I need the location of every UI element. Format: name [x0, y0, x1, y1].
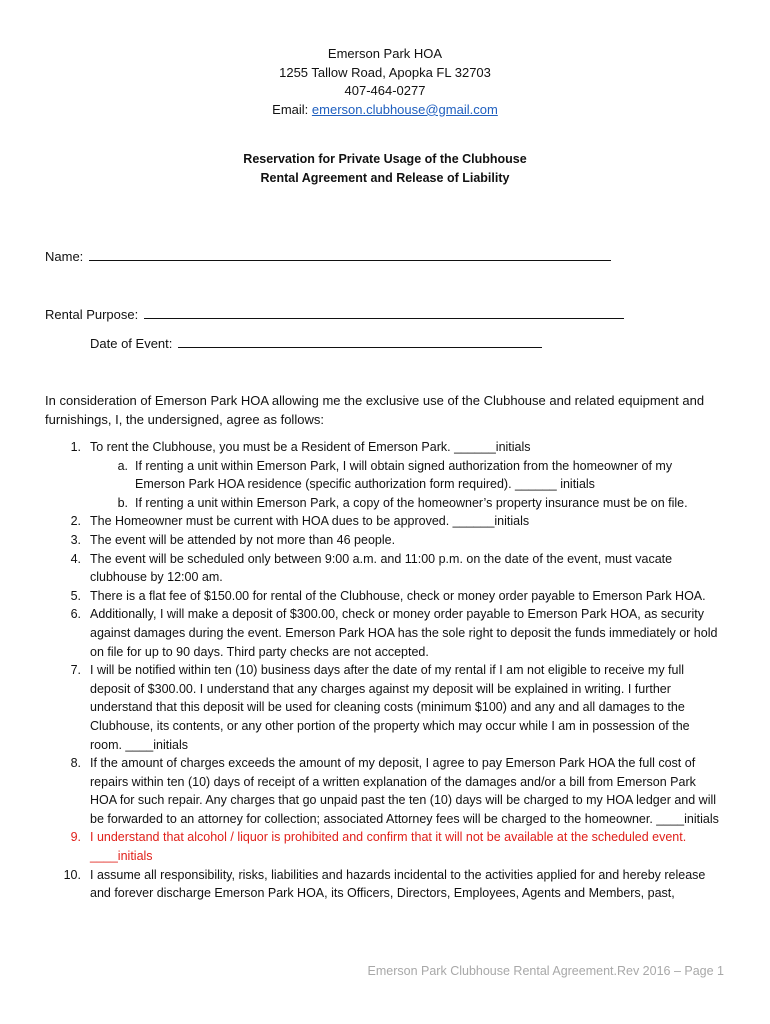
term-number: 5.: [70, 588, 81, 603]
term-text: Additionally, I will make a deposit of $300.00, check or money order payable to Emerson Park HOA, as security against damages during the event. Emerson Park HOA has the sole right to deposit the funds immediately or hold on file for up to 90 days. Third party checks are not accepted.: [90, 607, 718, 659]
term-text: There is a flat fee of $150.00 for rental of the Clubhouse, check or money order payable to Emerson Park HOA.: [90, 588, 706, 603]
name-field: [45, 246, 611, 266]
name-blank-line[interactable]: [89, 246, 611, 261]
title-line-1: Reservation for Private Usage of the Clubhouse: [243, 152, 527, 166]
email-link[interactable]: emerson.clubhouse@gmail.com: [311, 101, 498, 117]
title-line-2: Rental Agreement and Release of Liability: [260, 170, 510, 185]
sub-term-item-b: [90, 494, 725, 513]
term-text: If renting a unit within Emerson Park, a copy of the homeowner’s property insurance must be on file.: [135, 495, 688, 510]
name-label: Name:: [45, 249, 84, 264]
term-number: a.: [117, 458, 128, 473]
term-item-10: [45, 866, 725, 903]
term-item-3: [45, 531, 725, 550]
term-item-7: [45, 661, 725, 754]
rental-purpose-label: Rental Purpose:: [45, 307, 139, 322]
org-phone: 407-464-0277: [344, 83, 426, 99]
date-of-event-blank-line[interactable]: [178, 333, 542, 348]
term-number: b.: [117, 495, 128, 510]
org-name: Emerson Park HOA: [327, 46, 443, 61]
term-text: The event will be attended by not more than 46 people.: [90, 532, 396, 547]
term-item-6: [45, 605, 725, 661]
org-address: 1255 Tallow Road, Apopka FL 32703: [279, 64, 491, 80]
term-item-2: [45, 512, 725, 531]
term-text: I understand that alcohol / liquor is prohibited and confirm that it will not be available at the scheduled event. ____initials: [90, 830, 687, 864]
letterhead: [0, 45, 770, 119]
sub-terms-list: [90, 457, 725, 513]
date-of-event-label: Date of Event:: [90, 336, 173, 351]
terms-list: [45, 438, 725, 903]
term-text: The event will be scheduled only between 9:00 a.m. and 11:00 p.m. on the date of the event, must vacate clubhouse by 12:00 am.: [90, 551, 673, 585]
page-footer: Emerson Park Clubhouse Rental Agreement.Rev 2016 – Page 1: [367, 964, 724, 978]
document-title: [0, 150, 770, 187]
term-item-1: [45, 438, 725, 512]
intro-paragraph: In consideration of Emerson Park HOA allowing me the exclusive use of the Clubhouse and related equipment and furnishings, I, the undersigned, agree as follows:: [45, 393, 705, 427]
term-number: 6.: [70, 607, 81, 622]
term-number: 7.: [70, 663, 81, 678]
term-number: 9.: [70, 830, 81, 845]
term-number: 2.: [70, 514, 81, 529]
date-of-event-field: [90, 333, 542, 353]
term-number: 8.: [70, 756, 81, 771]
term-text: I will be notified within ten (10) business days after the date of my rental if I am not eligible to receive my full deposit of $300.00. I understand that any charges against my deposit will be explained in writing. I further understand that this deposit will be used for cleaning costs (minimum $100) and any and all damages to the Clubhouse, its contents, or any other portion of the property which may occur while I am in possession of the room. ____initials: [90, 663, 690, 752]
rental-purpose-field: [45, 304, 624, 324]
rental-purpose-blank-line[interactable]: [144, 304, 624, 319]
term-number: 1.: [70, 440, 81, 454]
term-text: To rent the Clubhouse, you must be a Resident of Emerson Park. ______initials: [90, 440, 531, 454]
term-item-4: [45, 550, 725, 587]
term-text: I assume all responsibility, risks, liabilities and hazards incidental to the activities applied for and hereby release and forever discharge Emerson Park HOA, its Officers, Directors, Employees, Agents and Members, past,: [90, 867, 706, 901]
term-number: 3.: [70, 532, 81, 547]
term-text: If the amount of charges exceeds the amount of my deposit, I agree to pay Emerson Park HOA the full cost of repairs within ten (10) days of receipt of a written explanation of the damages and/or a bill from Emerson Park HOA for such repair. Any charges that go unpaid past the ten (10) days will be charged to my HOA ledger and will be forwarded to an attorney for collection; associated Attorney fees will be charged to the homeowner. ____initials: [90, 756, 719, 826]
term-item-8: [45, 754, 725, 828]
sub-term-item-a: [90, 457, 725, 494]
term-item-9-alcohol-warning: [45, 828, 725, 865]
term-number: 4.: [70, 551, 81, 566]
term-number: 10.: [63, 867, 81, 882]
org-email-line: [0, 101, 770, 120]
term-text: If renting a unit within Emerson Park, I will obtain signed authorization from the homeowner of my Emerson Park HOA residence (specific authorization form required). ______ initials: [135, 458, 673, 492]
term-item-5: [45, 587, 725, 606]
term-text: The Homeowner must be current with HOA dues to be approved. ______initials: [90, 514, 530, 529]
email-label: Email:: [272, 101, 312, 117]
